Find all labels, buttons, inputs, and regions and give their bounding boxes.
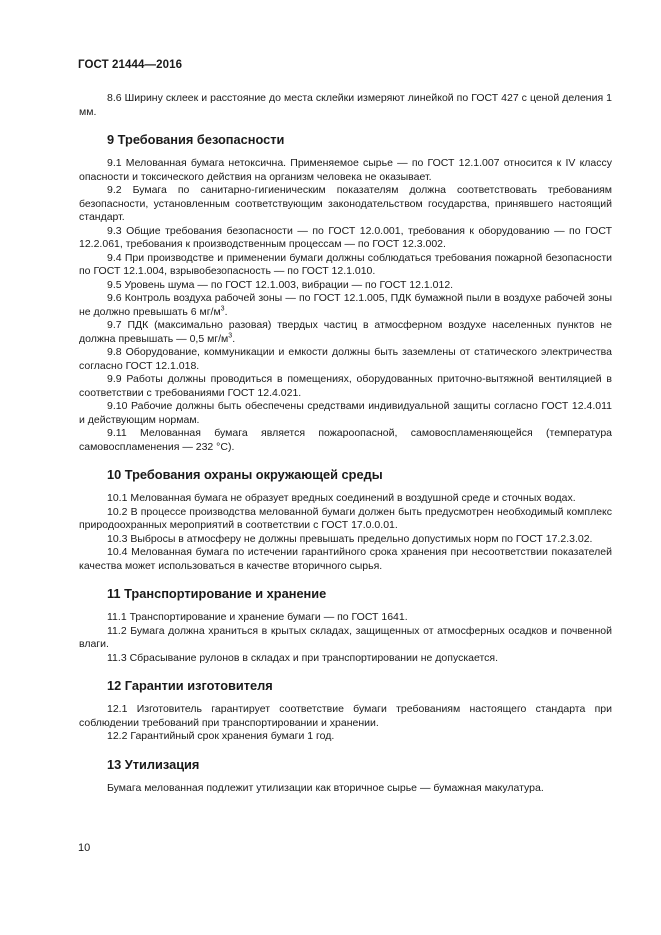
page-number: 10 — [78, 842, 91, 854]
paragraph-8-6: 8.6 Ширину склеек и расстояние до места склейки измеряют линейкой по ГОСТ 427 с ценой деления 1 мм. — [79, 92, 612, 118]
section-13-title: 13 Утилизация — [107, 756, 200, 772]
paragraph-9-3: 9.3 Общие требования безопасности — по ГОСТ 12.0.001, требования к оборудованию — по ГОСТ 12.2.061, требования к производственным процессам — по ГОСТ 12.3.002. — [79, 224, 612, 250]
paragraph-9-9: 9.9 Работы должны проводиться в помещениях, оборудованных приточно-вытяжной вентиляцией в соответствии с требованиями ГОСТ 12.4.021. — [79, 373, 612, 399]
paragraph-9-7 — [79, 319, 612, 346]
paragraph-13: Бумага мелованная подлежит утилизации как вторичное сырье — бумажная макулатура. — [107, 781, 544, 794]
paragraph-12-2: 12.2 Гарантийный срок хранения бумаги 1 год. — [107, 730, 335, 742]
paragraph-9-5: 9.5 Уровень шума — по ГОСТ 12.1.003, вибрации — по ГОСТ 12.1.012. — [107, 278, 454, 291]
paragraph-9-8: 9.8 Оборудование, коммуникации и емкости должны быть заземлены от статического электричества согласно ГОСТ 12.1.018. — [79, 346, 612, 372]
paragraph-9-7-text: 9.7 ПДК (максимально разовая) твердых частиц в атмосферном воздухе населенных пунктов не должна превышать — 0,5 мг/м — [79, 319, 612, 345]
standard-header: ГОСТ 21444—2016 — [78, 59, 183, 71]
paragraph-9-6-end: . — [224, 305, 228, 318]
paragraph-9-6 — [79, 292, 612, 319]
paragraph-12-1: 12.1 Изготовитель гарантирует соответствие бумаги требованиям настоящего стандарта при соблюдении требований при транспортировании и хранении. — [79, 703, 612, 729]
section-9-title: 9 Требования безопасности — [107, 132, 285, 147]
document-body — [79, 92, 612, 795]
paragraph-10-4: 10.4 Мелованная бумага по истечении гарантийного срока хранения при несоответствии показателей качества может использоваться в качестве вторичного сырья. — [79, 546, 612, 572]
superscript-3: 3 — [220, 305, 225, 312]
paragraph-9-1: 9.1 Мелованная бумага нетоксична. Применяемое сырье — по ГОСТ 12.1.007 относится к IV классу опасности и токсического действия на организм человека не оказывает. — [79, 157, 612, 183]
section-10-title: 10 Требования охраны окружающей среды — [107, 467, 383, 482]
paragraph-9-10: 9.10 Рабочие должны быть обеспечены средствами индивидуальной защиты согласно ГОСТ 12.4.011 и действующим нормам. — [79, 400, 612, 426]
paragraph-9-6-text: 9.6 Контроль воздуха рабочей зоны — по ГОСТ 12.1.005, ПДК бумажной пыли в воздухе рабочей зоны не должно превышать 6 мг/м — [79, 292, 612, 318]
paragraph-9-7-end: . — [232, 332, 236, 345]
paragraph-11-3: 11.3 Сбрасывание рулонов в складах и при транспортировании не допускается. — [107, 651, 499, 664]
paragraph-10-3: 10.3 Выбросы в атмосферу не должны превышать предельно допустимых норм по ГОСТ 17.2.3.02. — [107, 532, 593, 545]
paragraph-9-2: 9.2 Бумага по санитарно-гигиеническим показателям должна соответствовать требованиям безопасности, установленным соответствующим законодательством государства, принявшего настоящий стандарт. — [79, 184, 612, 223]
section-12-title: 12 Гарантии изготовителя — [107, 678, 273, 693]
paragraph-9-4: 9.4 При производстве и применении бумаги должны соблюдаться требования пожарной безопасности по ГОСТ 12.1.004, взрывобезопасность — по ГОСТ 12.1.010. — [79, 251, 612, 277]
paragraph-10-2: 10.2 В процессе производства мелованной бумаги должен быть предусмотрен необходимый комплекс природоохранных мероприятий в соответствии с ГОСТ 17.0.0.01. — [79, 505, 612, 531]
paragraph-11-1: 11.1 Транспортирование и хранение бумаги — по ГОСТ 1641. — [107, 611, 408, 623]
section-11-title: 11 Транспортирование и хранение — [107, 586, 327, 601]
superscript-3: 3 — [228, 332, 233, 339]
paragraph-11-2: 11.2 Бумага должна храниться в крытых складах, защищенных от атмосферных осадков и почвенной влаги. — [79, 624, 612, 650]
paragraph-9-11: 9.11 Мелованная бумага является пожароопасной, самовоспламеняющейся (температура самовоспламенения — 232 °C). — [79, 427, 612, 453]
paragraph-10-1: 10.1 Мелованная бумага не образует вредных соединений в воздушной среде и сточных водах. — [107, 492, 576, 504]
